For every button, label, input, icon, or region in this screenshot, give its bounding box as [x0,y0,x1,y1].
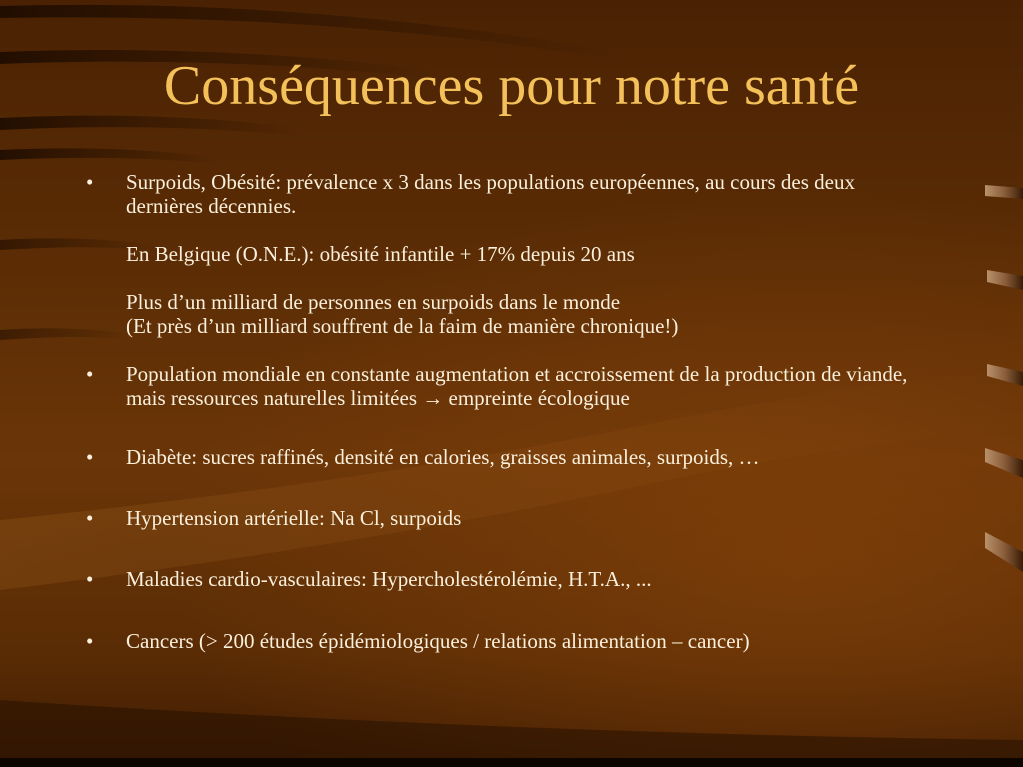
bullet-text: En Belgique (O.N.E.): obésité infantile + 17% depuis 20 ans [126,242,635,266]
bullet-text: Maladies cardio-vasculaires: Hypercholestérolémie, H.T.A., ... [126,567,652,591]
bullet-text: Diabète: sucres raffinés, densité en calories, graisses animales, surpoids, … [126,445,760,469]
bullet-text: (Et près d’un milliard souffrent de la faim de manière chronique!) [126,314,679,338]
bullet-glyph: • [86,629,94,653]
bullet-text: Plus d’un milliard de personnes en surpoids dans le monde [126,290,621,314]
bullet-glyph: • [86,170,94,194]
slide-title: Conséquences pour notre santé [163,55,860,117]
bullet-glyph: • [86,445,94,469]
bullet-item-diabetes [84,445,934,469]
bullet-glyph: • [86,506,94,530]
bullet-item-cardiovascular [84,567,934,591]
bullet-text: Surpoids, Obésité: prévalence x 3 dans les populations européennes, au cours des deux dernières décennies. [126,170,855,218]
bullet-item-obesity [84,170,934,338]
bullet-list [84,170,934,653]
bullet-item-hypertension [84,506,934,530]
bullet-glyph: • [86,362,94,386]
bullet-text: Population mondiale en constante augmentation et accroissement de la production de viande, mais ressources naturelles limitées → empreinte écologique [126,362,908,410]
bullet-text: Cancers (> 200 études épidémiologiques / relations alimentation – cancer) [126,629,750,653]
bullet-text: Hypertension artérielle: Na Cl, surpoids [126,506,462,530]
bullet-glyph: • [86,567,94,591]
bullet-item-population [84,362,934,410]
bullet-item-cancers [84,629,934,653]
